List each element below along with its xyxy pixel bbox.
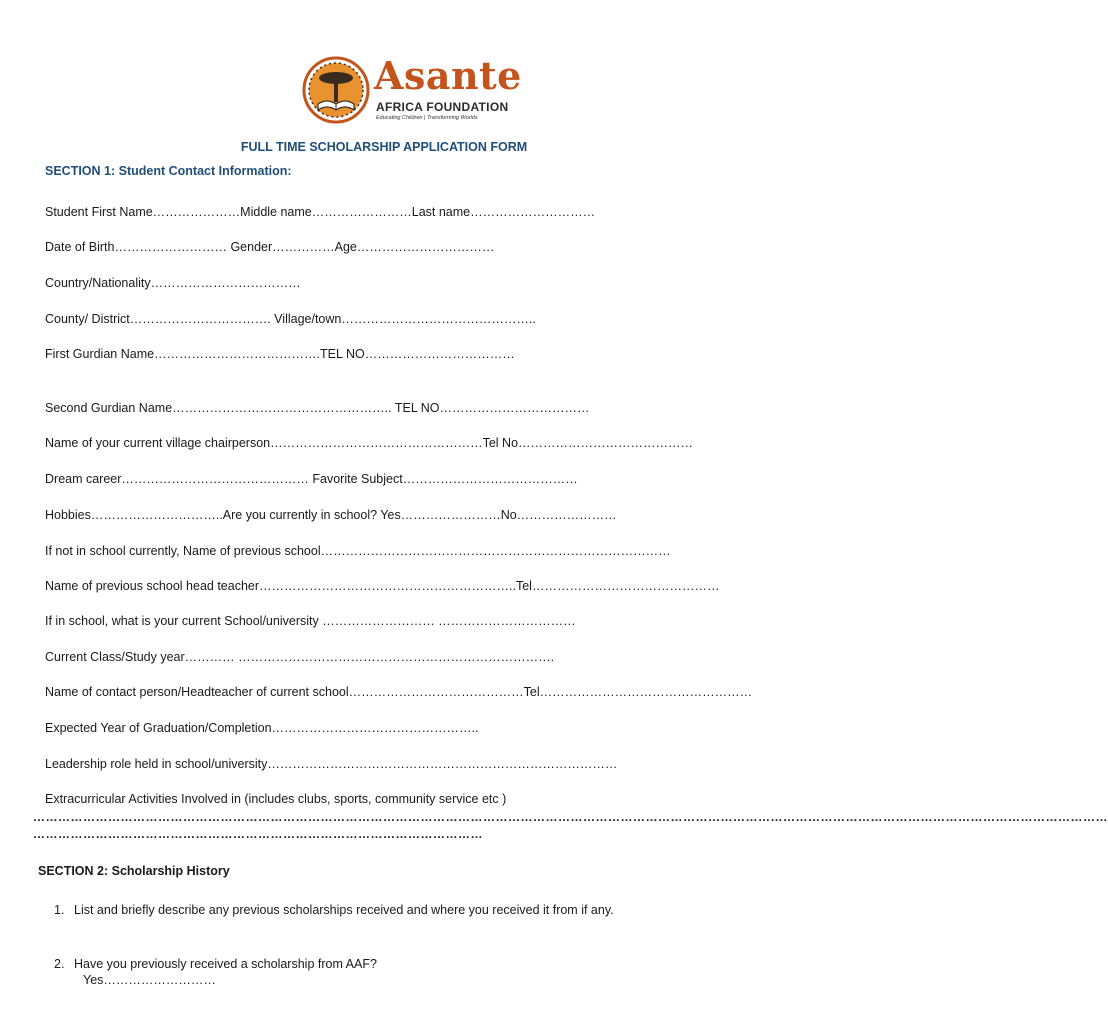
- question-2-yes[interactable]: Yes………………………: [83, 973, 216, 987]
- field-first-guardian[interactable]: First Gurdian Name………………………………….TEL NO………………………………: [45, 347, 515, 361]
- field-hobbies[interactable]: Hobbies…………………………..Are you currently in school? Yes……………………No……………………: [45, 508, 617, 522]
- question-1-text: List and briefly describe any previous scholarships received and where you received it from if any.: [74, 903, 614, 917]
- field-date-of-birth[interactable]: Date of Birth……………………… Gender……………Age……………………………: [45, 240, 495, 254]
- field-leadership-role[interactable]: Leadership role held in school/university…………………………………………………………………………: [45, 757, 618, 771]
- brand-tagline: Educating Children | Transforming Worlds: [376, 115, 478, 121]
- form-title: FULL TIME SCHOLARSHIP APPLICATION FORM: [240, 140, 528, 154]
- question-1: [54, 903, 614, 917]
- field-county-district[interactable]: County/ District……………………………. Village/town………………………………………..: [45, 312, 536, 326]
- question-2: [54, 957, 377, 971]
- extracurricular-line-1[interactable]: ……………………………………………………………………………………………………………………………………………………………………………………………………………………………………: [33, 810, 1108, 824]
- tree-book-emblem-icon: [300, 52, 370, 130]
- field-extracurricular-label: Extracurricular Activities Involved in (includes clubs, sports, community service etc ): [45, 792, 507, 806]
- field-dream-career[interactable]: Dream career……………………………………… Favorite Subject……………………………………: [45, 472, 578, 486]
- extracurricular-line-2[interactable]: ………………………………………………………………………………………………: [33, 827, 483, 841]
- question-1-number: 1.: [54, 903, 65, 917]
- field-expected-graduation[interactable]: Expected Year of Graduation/Completion…………………………………………..: [45, 721, 479, 735]
- brand-name: Asante: [374, 53, 522, 98]
- field-country[interactable]: Country/Nationality………………………………: [45, 276, 301, 290]
- field-contact-person[interactable]: Name of contact person/Headteacher of current school……………………………………Tel……………………………………………: [45, 685, 753, 699]
- field-current-class[interactable]: Current Class/Study year………… ………………………………………………………………….: [45, 650, 555, 664]
- question-2-number: 2.: [54, 957, 65, 971]
- asante-logo: [300, 52, 522, 130]
- question-2-text: Have you previously received a scholarship from AAF?: [74, 957, 377, 971]
- section-2-title: SECTION 2: Scholarship History: [38, 864, 230, 878]
- section-1-title: SECTION 1: Student Contact Information:: [45, 164, 292, 178]
- field-village-chairperson[interactable]: Name of your current village chairperson……………………………………………Tel No……………………………………: [45, 436, 694, 450]
- field-student-name[interactable]: Student First Name…………………Middle name……………………Last name…………………………: [45, 205, 596, 219]
- field-previous-school[interactable]: If not in school currently, Name of previous school…………………………………………………………………………: [45, 544, 671, 558]
- field-previous-head-teacher[interactable]: Name of previous school head teacher……………………………………………………..Tel………………………………………: [45, 579, 720, 593]
- brand-subtitle: AFRICA FOUNDATION: [376, 100, 509, 114]
- field-second-guardian[interactable]: Second Gurdian Name…………………………………………….. TEL NO………………………………: [45, 401, 590, 415]
- field-current-school[interactable]: If in school, what is your current School/university ……………………… ……………………………: [45, 614, 576, 628]
